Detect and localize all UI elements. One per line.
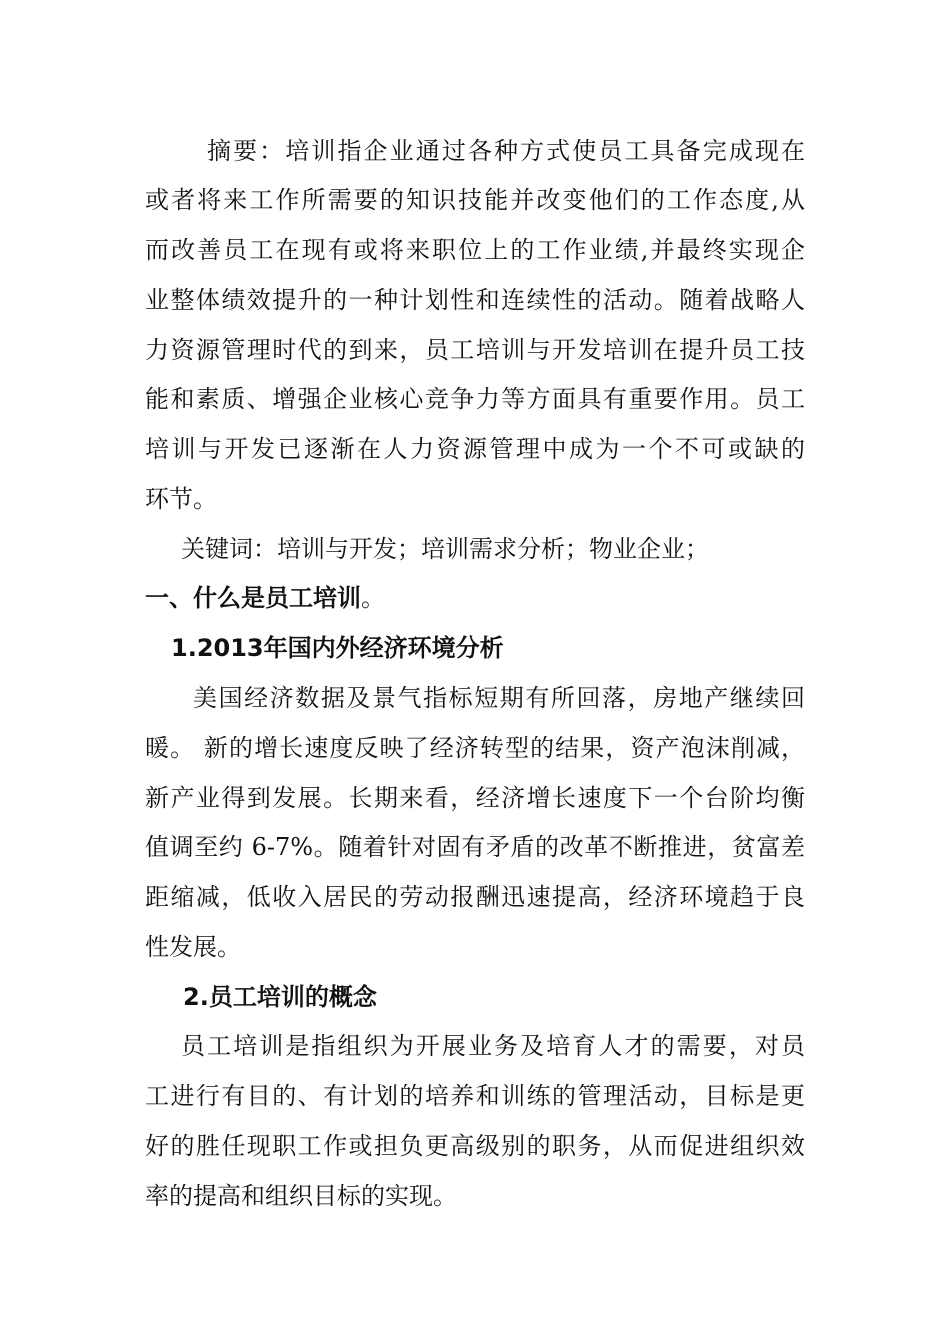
sub1-line-2: 暖。 新的增长速度反映了经济转型的结果，资产泡沫削减， — [145, 734, 805, 762]
sub1-line-4: 值调至约 6-7%。随着针对固有矛盾的改革不断推进，贫富差 — [145, 833, 805, 861]
keywords-line: 关键词：培训与开发；培训需求分析；物业企业； — [181, 535, 709, 563]
sub1-line-6: 性发展。 — [145, 933, 241, 961]
abstract-line-4: 业整体绩效提升的一种计划性和连续性的活动。随着战略人 — [145, 286, 805, 314]
abstract-line-8: 环节。 — [145, 485, 217, 513]
subsection-1-heading: 1.2013年国内外经济环境分析 — [171, 634, 504, 662]
abstract-line-7: 培训与开发已逐渐在人力资源管理中成为一个不可或缺的 — [145, 435, 805, 463]
abstract-line-3: 而改善员工在现有或将来职位上的工作业绩,并最终实现企 — [145, 236, 805, 264]
sub1-line-3: 新产业得到发展。长期来看，经济增长速度下一个台阶均衡 — [145, 784, 805, 812]
sub2-line-1: 员工培训是指组织为开展业务及培育人才的需要，对员 — [181, 1032, 805, 1060]
subsection-2-heading: 2.员工培训的概念 — [183, 983, 377, 1011]
section-heading-period: 。 — [361, 584, 385, 612]
sub2-line-3: 好的胜任现职工作或担负更高级别的职务，从而促进组织效 — [145, 1132, 805, 1160]
abstract-line-5: 力资源管理时代的到来，员工培训与开发培训在提升员工技 — [145, 336, 805, 364]
abstract-line-2: 或者将来工作所需要的知识技能并改变他们的工作态度,从 — [145, 186, 805, 214]
sub1-line-5: 距缩减，低收入居民的劳动报酬迅速提高，经济环境趋于良 — [145, 883, 805, 911]
section-heading — [145, 583, 805, 613]
sub2-line-2: 工进行有目的、有计划的培养和训练的管理活动，目标是更 — [145, 1082, 805, 1110]
abstract-line-6: 能和素质、增强企业核心竞争力等方面具有重要作用。员工 — [145, 385, 805, 413]
abstract-line-1: 摘要：培训指企业通过各种方式使员工具备完成现在 — [207, 137, 805, 165]
sub2-line-4: 率的提高和组织目标的实现。 — [145, 1182, 457, 1210]
section-heading-text: 一、什么是员工培训 — [145, 584, 361, 612]
sub1-line-1: 美国经济数据及景气指标短期有所回落，房地产继续回 — [193, 684, 805, 712]
